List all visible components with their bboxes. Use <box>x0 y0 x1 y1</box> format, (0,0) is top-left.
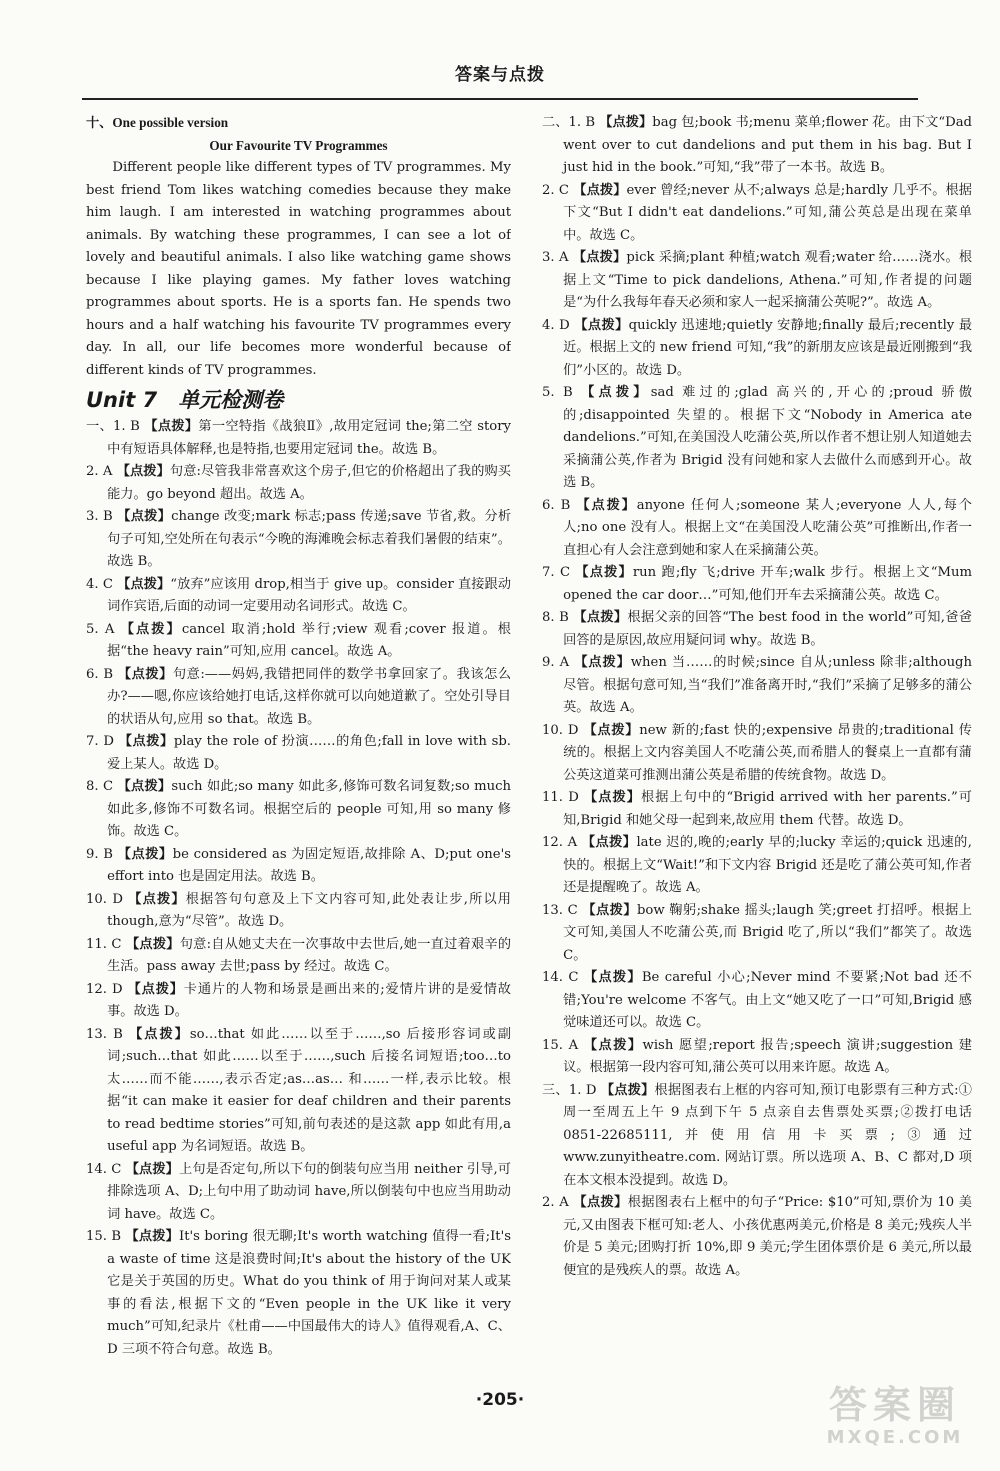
right-answer-list <box>542 112 972 1282</box>
answer-text: 根据上句中的“Brigid arrived with her parents.”可知,Brigid 和她父母一起到来,故应用 them 代替。故选 D。 <box>563 790 972 828</box>
answer-number: 3. A <box>542 250 569 265</box>
answer-text: Be careful 小心;Never mind 不要紧;Not bad 还不错;You're welcome 不客气。由上文“她又吃了一口”可知,Brigid 感觉味道还可以。故选 C。 <box>563 970 972 1030</box>
answer-number: 13. C <box>542 902 578 918</box>
answer-tag: 【点拨】 <box>583 722 640 738</box>
answer-item <box>542 315 972 383</box>
answer-number: 12. D <box>86 981 123 997</box>
answer-text: wish 愿望;report 报告;speech 演讲;suggestion 建议。根据第一段内容可知,蒲公英可以用来许愿。故选 A。 <box>563 1037 972 1075</box>
answer-item <box>86 844 511 889</box>
answer-tag: 【点拨】 <box>573 1195 628 1210</box>
answer-text: so…that 如此……以至于……,so 后接形容词或副词;such…that 如此……以至于……,such 后接名词短语;too…to 太……而不能……,表示否定;as…as… 和……一样,表示比较。根据“it can make it easier for deaf children and their parents to read bedtime stories”可知,前句表述的是这款 app 如此有用,a useful app 为名词短语。故选 B。 <box>107 1026 511 1154</box>
answer-item <box>542 607 972 652</box>
answer-number: 12. A <box>542 835 578 850</box>
answer-item <box>86 889 511 934</box>
answer-text: be considered as 为固定短语,故排除 A、D;put one's effort into 也是固定用法。故选 B。 <box>107 846 511 884</box>
answer-tag: 【点拨】 <box>129 1026 190 1042</box>
answer-number: 13. B <box>86 1026 123 1042</box>
answer-item <box>86 1226 511 1361</box>
answer-text: quickly 迅速地;quietly 安静地;finally 最后;recently 最近。根据上文的 new friend 可知,“我”的新朋友应该是最近刚搬到“我们”小区的。故选 D。 <box>563 317 972 378</box>
answer-number: 7. D <box>86 734 114 749</box>
answer-tag: 【点拨】 <box>117 509 172 524</box>
answer-text: 根据答句句意及上下文内容可知,此处表让步,所以用 though,意为“尽管”。故选 D。 <box>107 891 511 929</box>
answer-tag: 【点拨】 <box>117 846 173 862</box>
answer-tag: 【点拨】 <box>576 497 637 513</box>
answer-item <box>542 720 972 788</box>
answer-text: sad 难过的;glad 高兴的,开心的;proud 骄傲的;disappointed 失望的。根据下文“Nobody in America ate dandelions.”可知,在美国没人吃蒲公英,所以作者不想让别人知道她去采摘蒲公英,作者为 Brigid 没有问她和家人去做什么而感到开心。故选 B。 <box>563 385 972 490</box>
answer-number: 3. B <box>86 509 113 524</box>
answer-text: pick 采摘;plant 种植;watch 观看;water 给……浇水。根据上文“Time to pick dandelions, Athena.”可知,作者提的问题是“为什么我每年春天必须和家人一起采摘蒲公英呢?”。故选 A。 <box>563 250 972 310</box>
answer-item <box>542 112 972 180</box>
answer-number: 6. B <box>542 497 571 513</box>
answer-text: 根据图表右上框的内容可知,预订电影票有三种方式:①周一至周五上午 9 点到下午 5 点亲自去售票处买票;②拨打电话 0851-22685111,并使用信用卡买票;③通过 www.zunyitheatre.com. 网站订票。所以选项 A、B、C 都对,D 项在本文根本没提到。故选 D。 <box>563 1082 972 1188</box>
answer-item <box>542 832 972 900</box>
answer-number: 10. D <box>86 891 123 907</box>
answer-number: 一、1. B <box>86 419 140 434</box>
answer-text: ever 曾经;never 从不;always 总是;hardly 几乎不。根据下文“But I didn't eat dandelions.”可知,蒲公英总是出现在菜单中。故选 C。 <box>563 182 972 243</box>
answer-text: It's boring 很无聊;It's worth watching 值得一看;It's a waste of time 这是浪费时间;It's about the history of the UK 它是关于英国的历史。What do you think of 用于询问对某人或某事的看法,根据下文的“Even people in the UK like it very much”可知,纪录片《杜甫——中国最伟大的诗人》值得观看,A、C、D 三项不符合句意。故选 B。 <box>107 1229 511 1357</box>
answer-text: 卡通片的人物和场景是画出来的;爱情片讲的是爱情故事。故选 D。 <box>107 981 511 1019</box>
answer-tag: 【点拨】 <box>117 666 173 682</box>
answer-item <box>86 934 511 979</box>
right-column <box>542 112 972 1377</box>
answer-number: 7. C <box>542 565 571 580</box>
answer-item <box>86 1024 511 1159</box>
watermark-line1: 答案圈 <box>828 1383 961 1427</box>
answer-text: late 迟的,晚的;early 早的;lucky 幸运的;quick 迅速的,快的。根据上文“Wait!”和下文内容 Brigid 还是吃了蒲公英可知,作者还是提醒晚了。故选 A。 <box>563 835 972 895</box>
answer-item <box>542 495 972 563</box>
answer-number: 三、1. D <box>542 1082 597 1098</box>
answer-tag: 【点拨】 <box>118 734 174 749</box>
answer-item <box>86 1159 511 1227</box>
answer-text: 根据父亲的回答“The best food in the world”可知,爸爸回答的是原因,故应用疑问词 why。故选 B。 <box>563 610 972 648</box>
answer-tag: 【点拨】 <box>125 1161 179 1177</box>
answer-number: 2. A <box>86 464 113 479</box>
answer-number: 4. D <box>542 317 570 333</box>
answer-text: 句意:自从她丈夫在一次事故中去世后,她一直过着艰辛的生活。pass away 去世;pass by 经过。故选 C。 <box>107 936 511 974</box>
answer-text: 句意:——妈妈,我错把同伴的数学书拿回家了。我该怎么办?——嗯,你应该给她打电话,这样你就可以向她道歉了。空处引导目的状语从句,应用 so that。故选 B。 <box>107 666 511 727</box>
answer-item <box>542 382 972 495</box>
page-header <box>82 58 918 100</box>
answer-tag: 【点拨】 <box>144 419 199 434</box>
answer-tag: 【点拨】 <box>120 621 182 637</box>
answer-number: 4. C <box>86 576 113 592</box>
answer-number: 2. C <box>542 182 569 198</box>
answer-text: 上句是否定句,所以下句的倒装句应当用 neither 引导,可排除选项 A、D;上句中用了助动词 have,所以倒装句中也应当用助动词 have。故选 C。 <box>107 1161 511 1222</box>
header-title: 答案与点拨 <box>455 65 545 85</box>
answer-text: when 当……的时候;since 自从;unless 除非;although 尽管。根据句意可知,当“我们”准备离开时,“我们”采摘了足够多的蒲公英。故选 A。 <box>563 655 972 715</box>
answer-tag: 【点拨】 <box>584 790 642 805</box>
answer-item <box>86 664 511 732</box>
answer-number: 5. B <box>542 385 573 400</box>
answer-text: bow 鞠躬;shake 摇头;laugh 笑;greet 打招呼。根据上文可知,美国人不吃蒲公英,而 Brigid 吃了,所以“我们”都笑了。故选 C。 <box>563 902 972 963</box>
answer-text: anyone 任何人;someone 某人;everyone 人人,每个人;no one 没有人。根据上文“在美国没人吃蒲公英”可推断出,作者一直担心有人会注意到她和家人在采摘蒲公英。 <box>563 497 972 558</box>
essay-body: Different people like different types of TV programmes. My best friend Tom likes watching comedies because they make him laugh. I am interested in watching programmes about animals. By watching these programmes, I can see a lot of lovely and beautiful animals. I also like watching game shows because I like playing games. My father loves watching programmes about sports. He is a sports fan. He spends two hours and a half watching his favourite TV programmes every day. In all, our life becomes more wonderful because of different kinds of TV programmes. <box>86 160 511 378</box>
answer-item <box>542 1035 972 1080</box>
answer-number: 9. B <box>86 846 114 862</box>
answer-number: 14. C <box>86 1161 122 1177</box>
answer-number: 11. C <box>86 936 122 952</box>
answer-text: run 跑;fly 飞;drive 开车;walk 步行。根据上文“Mum opened the car door…”可知,他们开车去采摘蒲公英。故选 C。 <box>563 565 972 603</box>
answer-tag: 【点拨】 <box>584 970 642 985</box>
answer-text: such 如此;so many 如此多,修饰可数名词复数;so much 如此多,修饰不可数名词。根据空后的 people 可知,用 so many 修饰。故选 C。 <box>107 779 511 839</box>
answer-item <box>86 461 511 506</box>
answer-item <box>86 574 511 619</box>
answer-item <box>542 967 972 1035</box>
answer-number: 6. B <box>86 666 114 682</box>
unit-heading: Unit 7 单元检测卷 <box>86 388 284 412</box>
answer-item <box>542 900 972 968</box>
watermark-logo <box>810 1383 980 1463</box>
answer-number: 15. A <box>542 1037 579 1053</box>
answer-item <box>86 731 511 776</box>
answer-tag: 【点拨】 <box>116 464 170 479</box>
answer-tag: 【点拨】 <box>127 981 184 997</box>
answer-tag: 【点拨】 <box>600 1082 655 1098</box>
answer-text: play the role of 扮演……的角色;fall in love with sb. 爱上某人。故选 D。 <box>107 734 511 772</box>
essay-label: 十、One possible version <box>86 115 229 130</box>
answer-number: 8. B <box>542 610 569 625</box>
answer-number: 9. A <box>542 655 570 670</box>
answer-number: 5. A <box>86 621 115 637</box>
answer-number: 11. D <box>542 790 579 805</box>
answer-item <box>86 619 511 664</box>
answer-text: 第一空特指《战狼Ⅱ》,故用定冠词 the;第二空 story 中有短语具体解释,也是特指,也要用定冠词 the。故选 B。 <box>107 419 511 457</box>
answer-text: bag 包;book 书;menu 菜单;flower 花。由下文“Dad went over to cut dandelions and put them in his bag. But I just hid in the book.”可知,“我”带了一本书。故选 B。 <box>563 115 972 175</box>
answer-number: 10. D <box>542 722 579 738</box>
answer-text: 根据图表右上框中的句子“Price: $10”可知,票价为 10 美元,又由图表下框可知:老人、小孩优惠两美元,价格是 8 美元;残疾人半价是 5 美元;团购打折 10%,即 9 美元;学生团体票价是 6 美元,所以最便宜的是残疾人的票。故选 A。 <box>563 1195 972 1278</box>
answer-tag: 【点拨】 <box>599 115 653 130</box>
answer-tag: 【点拨】 <box>573 610 628 625</box>
answer-tag: 【点拨】 <box>583 1037 643 1053</box>
answer-tag: 【点拨】 <box>582 902 637 918</box>
answer-text: cancel 取消;hold 举行;view 观看;cover 报道。根据“the heavy rain”可知,应用 cancel。故选 A。 <box>107 621 511 659</box>
answer-tag: 【点拨】 <box>575 565 633 580</box>
answer-number: 15. B <box>86 1229 122 1244</box>
answer-text: “放弃”应该用 drop,相当于 give up。consider 直接跟动词作宾语,后面的动词一定要用动名词形式。故选 C。 <box>107 576 511 614</box>
answer-tag: 【点拨】 <box>573 182 627 198</box>
answer-number: 14. C <box>542 970 579 985</box>
answer-tag: 【点拨】 <box>117 576 171 592</box>
answer-item <box>542 1080 972 1193</box>
answer-item <box>86 506 511 574</box>
answer-number: 二、1. B <box>542 115 596 130</box>
answer-tag: 【点拨】 <box>117 779 172 794</box>
answer-number: 8. C <box>86 779 114 794</box>
left-answer-list <box>86 416 511 1361</box>
answer-text: new 新的;fast 快的;expensive 昂贵的;traditional 传统的。根据上文内容美国人不吃蒲公英,而希腊人的餐桌上一直都有蒲公英这道菜可推测出蒲公英是希腊的传统食物。故选 D。 <box>563 722 972 783</box>
answer-item <box>542 180 972 248</box>
answer-tag: 【点拨】 <box>572 250 627 265</box>
answer-item <box>542 652 972 720</box>
left-column <box>86 112 511 1377</box>
answer-item <box>542 1192 972 1282</box>
answer-item <box>542 787 972 832</box>
answer-item <box>86 979 511 1024</box>
watermark-line2: MXQE.COM <box>826 1427 964 1448</box>
answer-item <box>86 416 511 461</box>
answer-item <box>542 562 972 607</box>
answer-item <box>86 776 511 844</box>
answer-tag: 【点拨】 <box>581 835 637 850</box>
answer-tag: 【点拨】 <box>125 1229 180 1244</box>
answer-text: 句意:尽管我非常喜欢这个房子,但它的价格超出了我的购买能力。go beyond 超出。故选 A。 <box>107 464 511 502</box>
answer-tag: 【点拨】 <box>574 317 629 333</box>
answer-tag: 【点拨】 <box>574 655 631 670</box>
answer-text: change 改变;mark 标志;pass 传递;save 节省,救。分析句子可知,空处所在句表示“今晚的海滩晚会标志着我们暑假的结束”。故选 B。 <box>107 509 511 569</box>
answer-tag: 【点拨】 <box>125 936 180 952</box>
answer-number: 2. A <box>542 1195 569 1210</box>
answer-tag: 【点拨】 <box>128 891 186 907</box>
page-number: ·205· <box>475 1390 525 1410</box>
answer-item <box>542 247 972 315</box>
essay-title: Our Favourite TV Programmes <box>209 137 388 153</box>
answer-tag: 【点拨】 <box>581 385 651 400</box>
